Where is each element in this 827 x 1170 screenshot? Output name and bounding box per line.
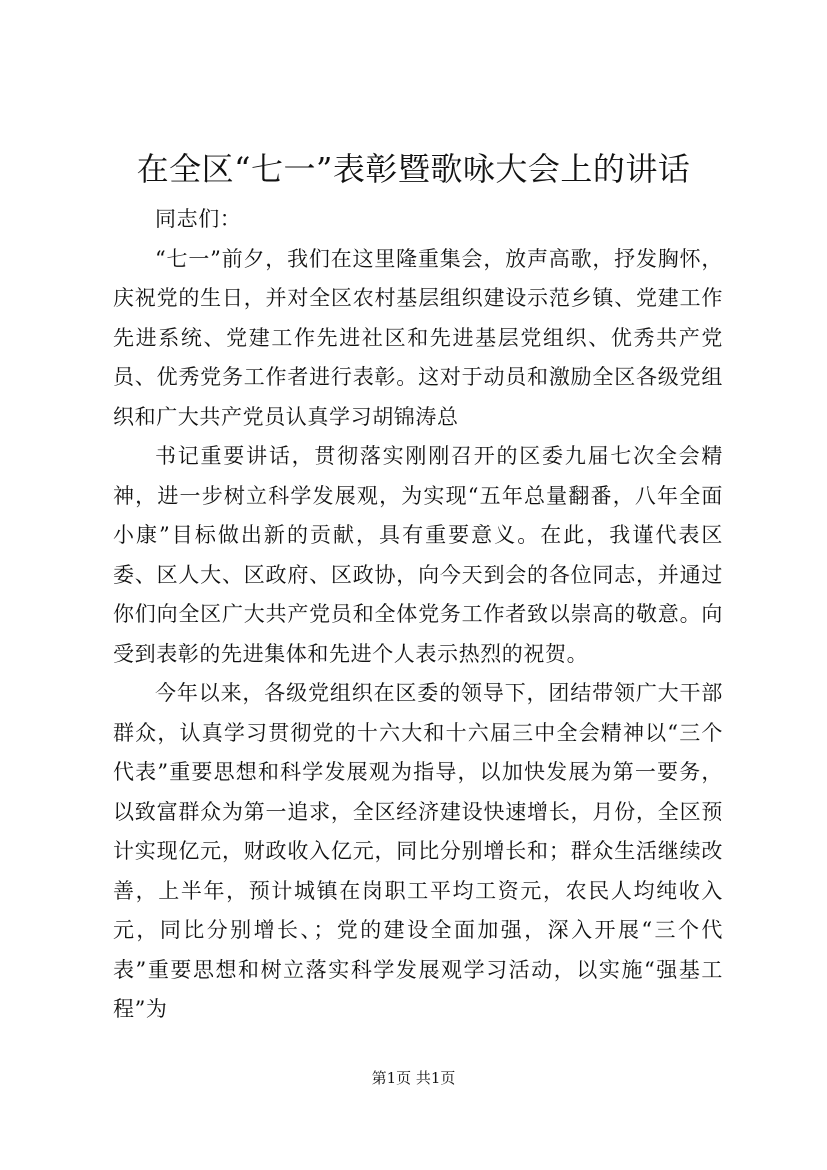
salutation-paragraph: 同志们： (155, 207, 242, 231)
document-title: 在全区“七一”表彰暨歌咏大会上的讲话 (136, 150, 691, 188)
body-paragraph: 今年以来，各级党组织在区委的领导下，团结带领广大干部群众，认真学习贯彻党的十六大和十六届三中全会精神以“三个代表”重要思想和科学发展观为指导，以加快发展为第一要务，以致富群众为第一追求，全区经济建设快速增长，月份，全区预计实现亿元，财政收入亿元，同比分别增长和；群众生活继续改善，上半年，预计城镇在岗职工平均工资元，农民人均纯收入元，同比分别增长、；党的建设全面加强，深入开展“三个代表”重要思想和树立落实科学发展观学习活动，以实施“强基工程”为 (113, 681, 723, 1021)
document-body (113, 200, 723, 1030)
page-footer: 第1页 共1页 (371, 1069, 456, 1087)
body-paragraph: “七一”前夕，我们在这里隆重集会，放声高歌，抒发胸怀，庆祝党的生日，并对全区农村基层组织建设示范乡镇、党建工作先进系统、党建工作先进社区和先进基层党组织、优秀共产党员、优秀党务工作者进行表彰。这对于动员和激励全区各级党组织和广大共产党员认真学习胡锦涛总 (113, 246, 723, 429)
body-paragraph: 书记重要讲话，贯彻落实刚刚召开的区委九届七次全会精神，进一步树立科学发展观，为实现“五年总量翻番，八年全面小康”目标做出新的贡献，具有重要意义。在此，我谨代表区委、区人大、区政府、区政协，向今天到会的各位同志，并通过你们向全区广大共产党员和全体党务工作者致以崇高的敬意。向受到表彰的先进集体和先进个人表示热烈的祝贺。 (113, 444, 723, 666)
